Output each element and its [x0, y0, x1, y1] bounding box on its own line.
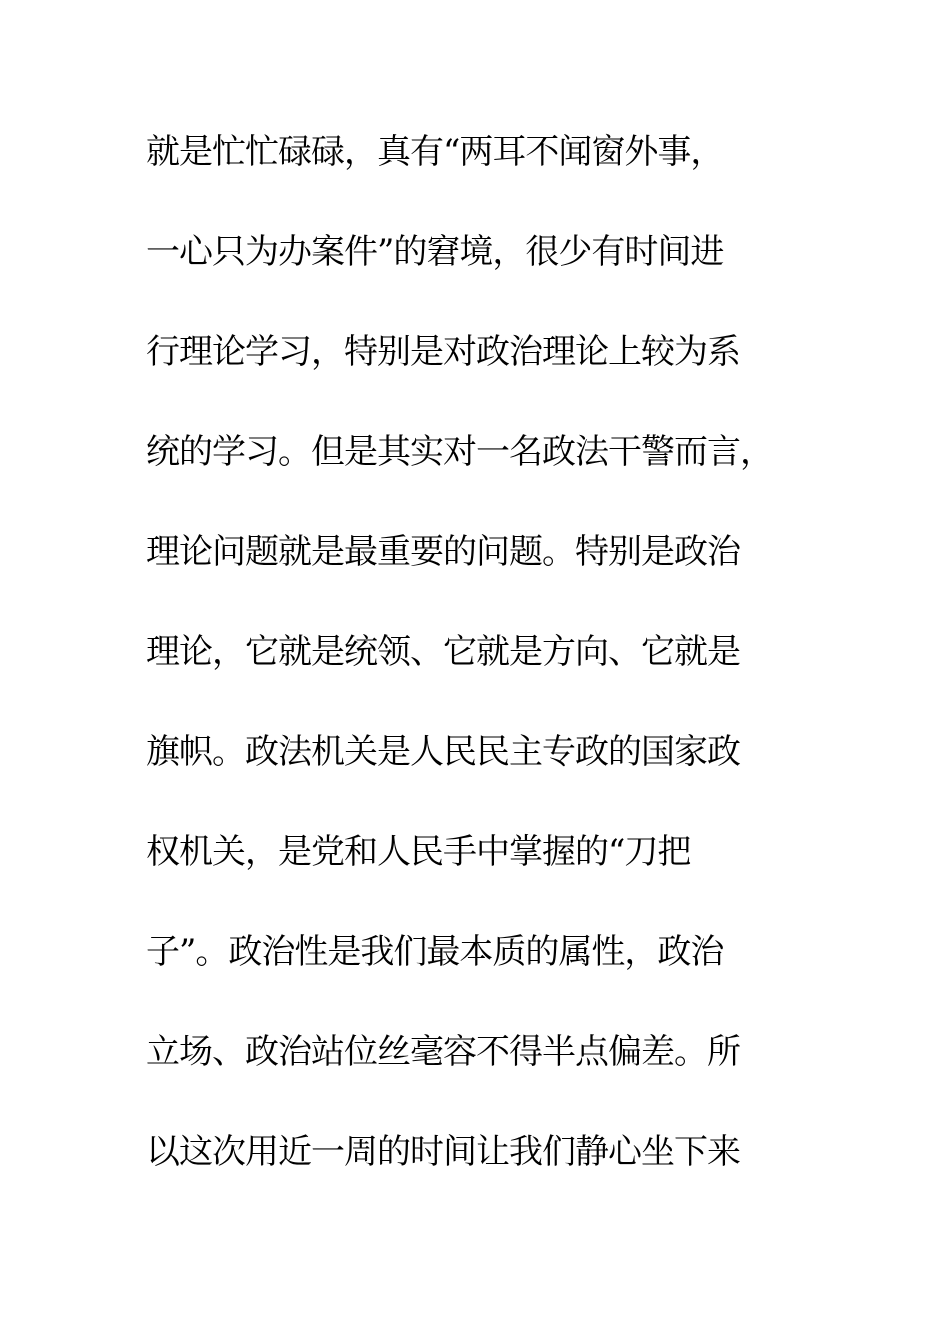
text-line: 立场、政治站位丝毫容不得半点偏差。所 — [146, 1032, 740, 1072]
text-line: 理论问题就是最重要的问题。特别是政治 — [146, 532, 740, 572]
body-text — [146, 122, 806, 1222]
text-line: 行理论学习，特别是对政治理论上较为系 — [146, 332, 740, 372]
text-line: 子”。政治性是我们最本质的属性，政治 — [146, 932, 724, 972]
text-line: 一心只为办案件”的窘境，很少有时间进 — [146, 232, 724, 272]
text-line: 统的学习。但是其实对一名政法干警而言， — [146, 432, 773, 472]
text-line: 权机关，是党和人民手中掌握的“刀把 — [146, 832, 691, 872]
text-line: 以这次用近一周的时间让我们静心坐下来 — [146, 1132, 740, 1172]
text-line: 旗帜。政法机关是人民民主专政的国家政 — [146, 732, 740, 772]
text-line: 理论，它就是统领、它就是方向、它就是 — [146, 632, 740, 672]
text-line: 就是忙忙碌碌，真有“两耳不闻窗外事， — [146, 132, 724, 172]
